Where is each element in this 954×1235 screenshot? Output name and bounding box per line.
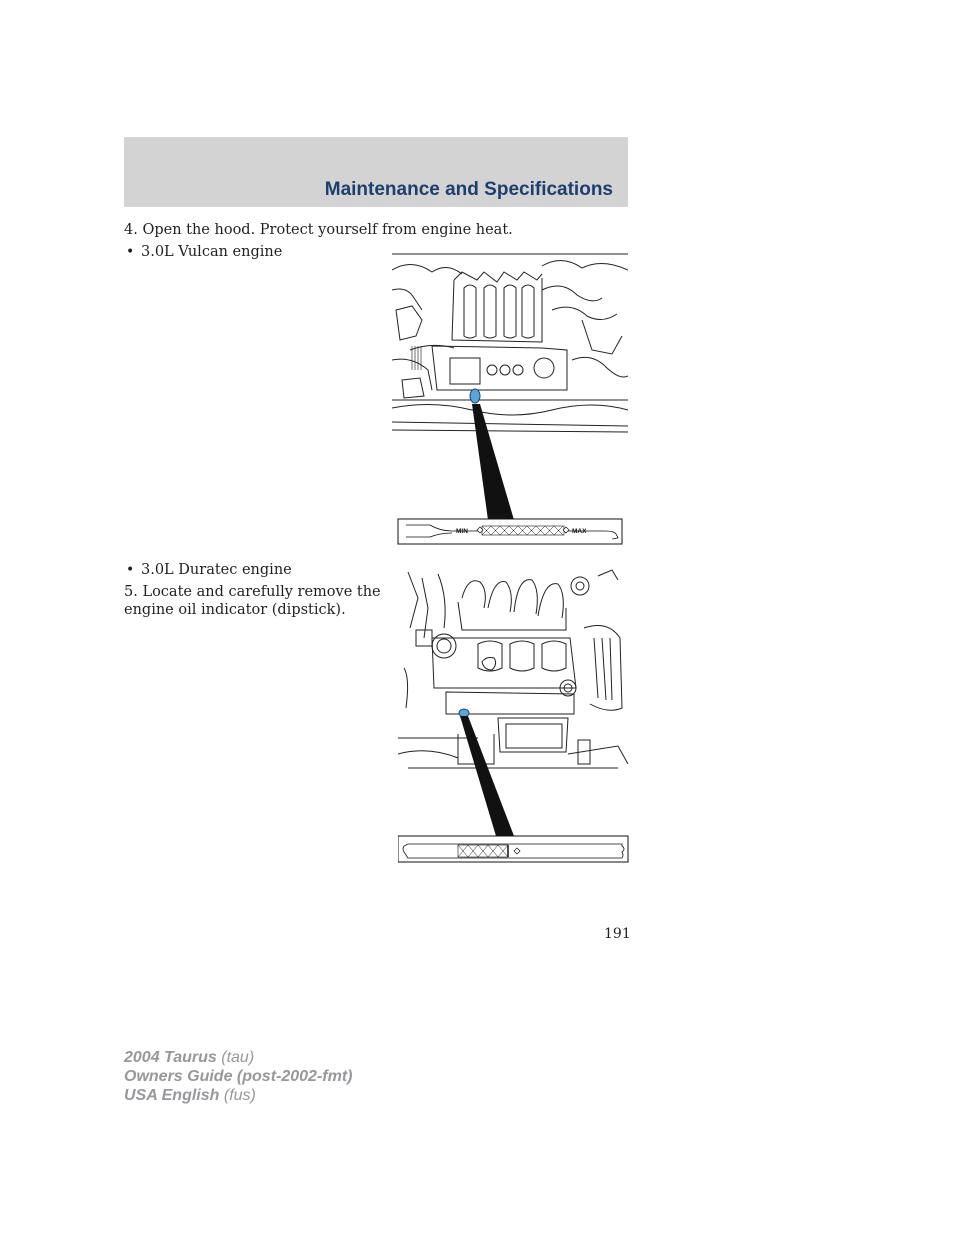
bullet-dot: • [126, 562, 135, 578]
page-title: Maintenance and Specifications [324, 179, 613, 200]
dipstick-max-label: MAX [572, 528, 587, 535]
footer-line-1 [124, 1048, 352, 1067]
header-band [124, 137, 628, 207]
footer-line-2: Owners Guide (post-2002-fmt) [124, 1068, 353, 1085]
dipstick-handle-highlight [470, 389, 480, 403]
dipstick-gauge [398, 519, 622, 544]
footer-model-code: (tau) [221, 1049, 255, 1066]
duratec-engine-illustration [398, 568, 630, 864]
footer [124, 1048, 352, 1105]
bullet-duratec-engine: 3.0L Duratec engine [141, 562, 292, 578]
bullet-dot: • [126, 244, 135, 260]
footer-model: 2004 Taurus [124, 1049, 217, 1066]
dipstick-handle-highlight [459, 709, 469, 717]
step-4-text: 4. Open the hood. Protect yourself from engine heat. [124, 222, 513, 238]
dipstick-gauge [398, 836, 628, 862]
footer-language-code: (fus) [223, 1087, 256, 1104]
vulcan-engine-illustration [392, 250, 628, 546]
page-number: 191 [604, 926, 631, 942]
callout-pointer [472, 404, 514, 520]
step-5-text-line1: 5. Locate and carefully remove the [124, 584, 381, 600]
footer-language: USA English [124, 1087, 220, 1104]
footer-line-3 [124, 1086, 352, 1105]
bullet-vulcan-engine: 3.0L Vulcan engine [141, 244, 283, 260]
dipstick-min-label: MIN [456, 528, 468, 535]
step-5-text-line2: engine oil indicator (dipstick). [124, 602, 346, 618]
